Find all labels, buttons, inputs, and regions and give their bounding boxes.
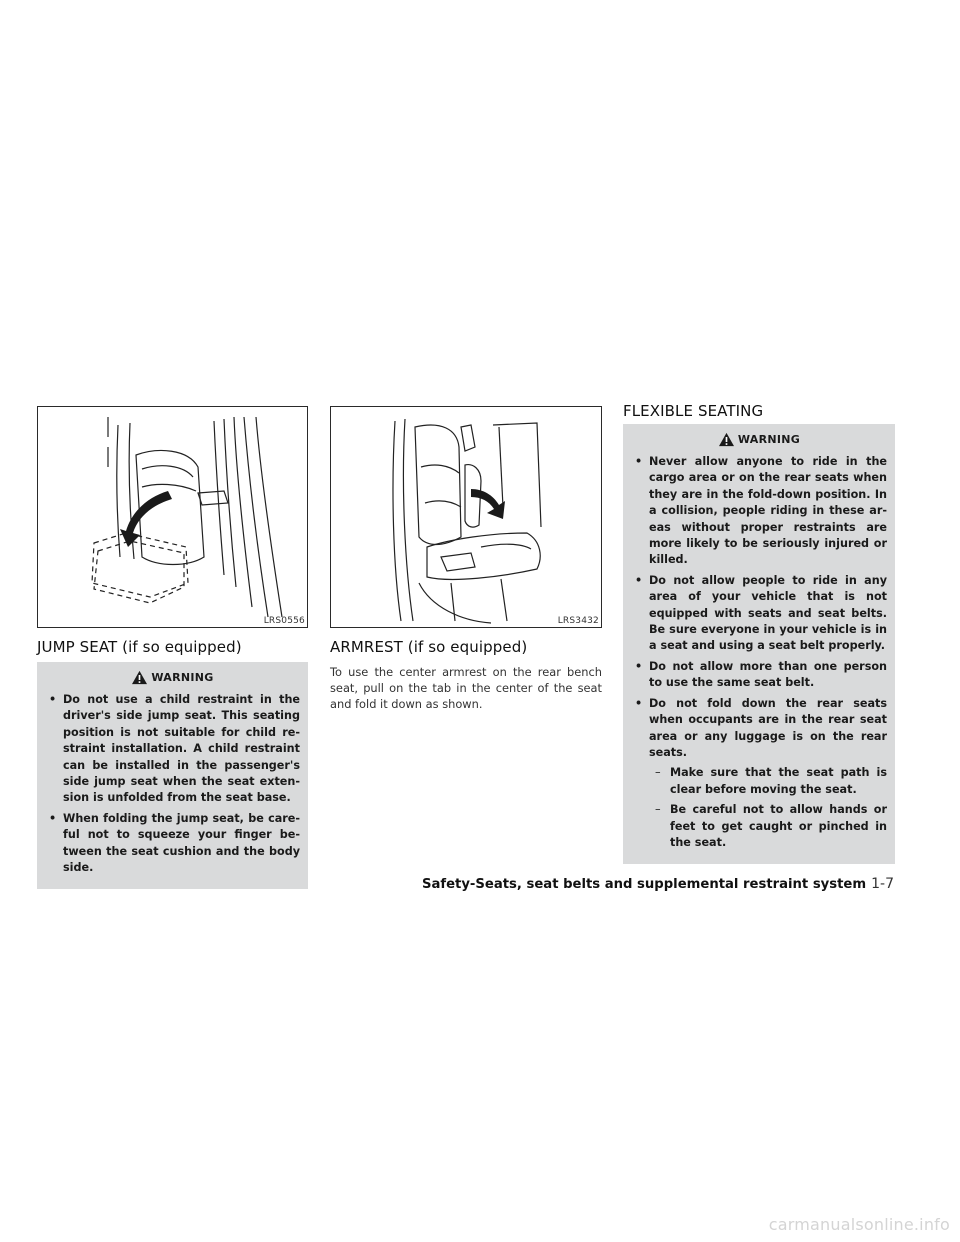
- armrest-body: To use the center armrest on the rear bench seat, pull on the tab in the center of the seat and fold it down as shown.: [330, 665, 602, 712]
- figure-code: LRS0556: [263, 616, 305, 626]
- jump-seat-column: [37, 406, 308, 889]
- warning-sub-bullet: – Make sure that the seat path is clear before moving the seat.: [631, 765, 887, 798]
- warning-icon: [131, 670, 148, 685]
- warning-bullet: • When folding the jump seat, be care-ful not to squeeze your finger be-tween the seat cushion and the body side.: [45, 811, 300, 877]
- jump-seat-warning: [37, 662, 308, 889]
- armrest-illustration: [331, 407, 603, 629]
- warning-list: [45, 692, 300, 876]
- flexible-seating-column: [623, 402, 895, 864]
- armrest-figure: [330, 406, 602, 628]
- jump-seat-heading: JUMP SEAT (if so equipped): [37, 638, 242, 656]
- warning-bullet: • Do not allow people to ride in any area of your vehicle that is not equipped with seats and seat belts. Be sure everyone in your vehicle is in a seat and using a seat belt properly.: [631, 573, 887, 655]
- figure-code: LRS3432: [557, 616, 599, 626]
- warning-icon: [718, 432, 735, 447]
- armrest-column: [330, 406, 602, 724]
- page-number: 1-7: [871, 876, 894, 892]
- warning-bullet: • Do not allow more than one person to use the same seat belt.: [631, 659, 887, 692]
- flexible-seating-warning: [623, 424, 895, 864]
- flexible-seating-heading: FLEXIBLE SEATING: [623, 402, 764, 420]
- warning-sub-bullet: – Be careful not to allow hands or feet to get caught or pinched in the seat.: [631, 802, 887, 851]
- footer-section-title: Safety-Seats, seat belts and supplemental restraint system: [421, 877, 867, 892]
- warning-bullet: • Do not use a child restraint in the driver's side jump seat. This seating position is not suitable for child re-straint installation. A child restraint can be installed in the passenger's side jump seat when the seat exten-sion is unfolded from the seat base.: [45, 692, 300, 807]
- warning-bullet: • Do not fold down the rear seats when occupants are in the rear seat area or any luggage is on the rear seats.: [631, 696, 887, 762]
- jump-seat-figure: [37, 406, 308, 628]
- warning-list: [631, 454, 887, 851]
- jump-seat-illustration: [38, 407, 309, 629]
- warning-title: WARNING: [631, 430, 887, 448]
- warning-bullet: • Never allow anyone to ride in the cargo area or on the rear seats when they are in the fold-down position. In a collision, people riding in these ar-eas without proper restraints are more likely to be seriously injured or killed.: [631, 454, 887, 569]
- warning-title: WARNING: [45, 668, 300, 686]
- watermark: carmanualsonline.info: [768, 1215, 950, 1234]
- page-footer: [422, 876, 894, 892]
- armrest-heading: ARMREST (if so equipped): [330, 638, 528, 656]
